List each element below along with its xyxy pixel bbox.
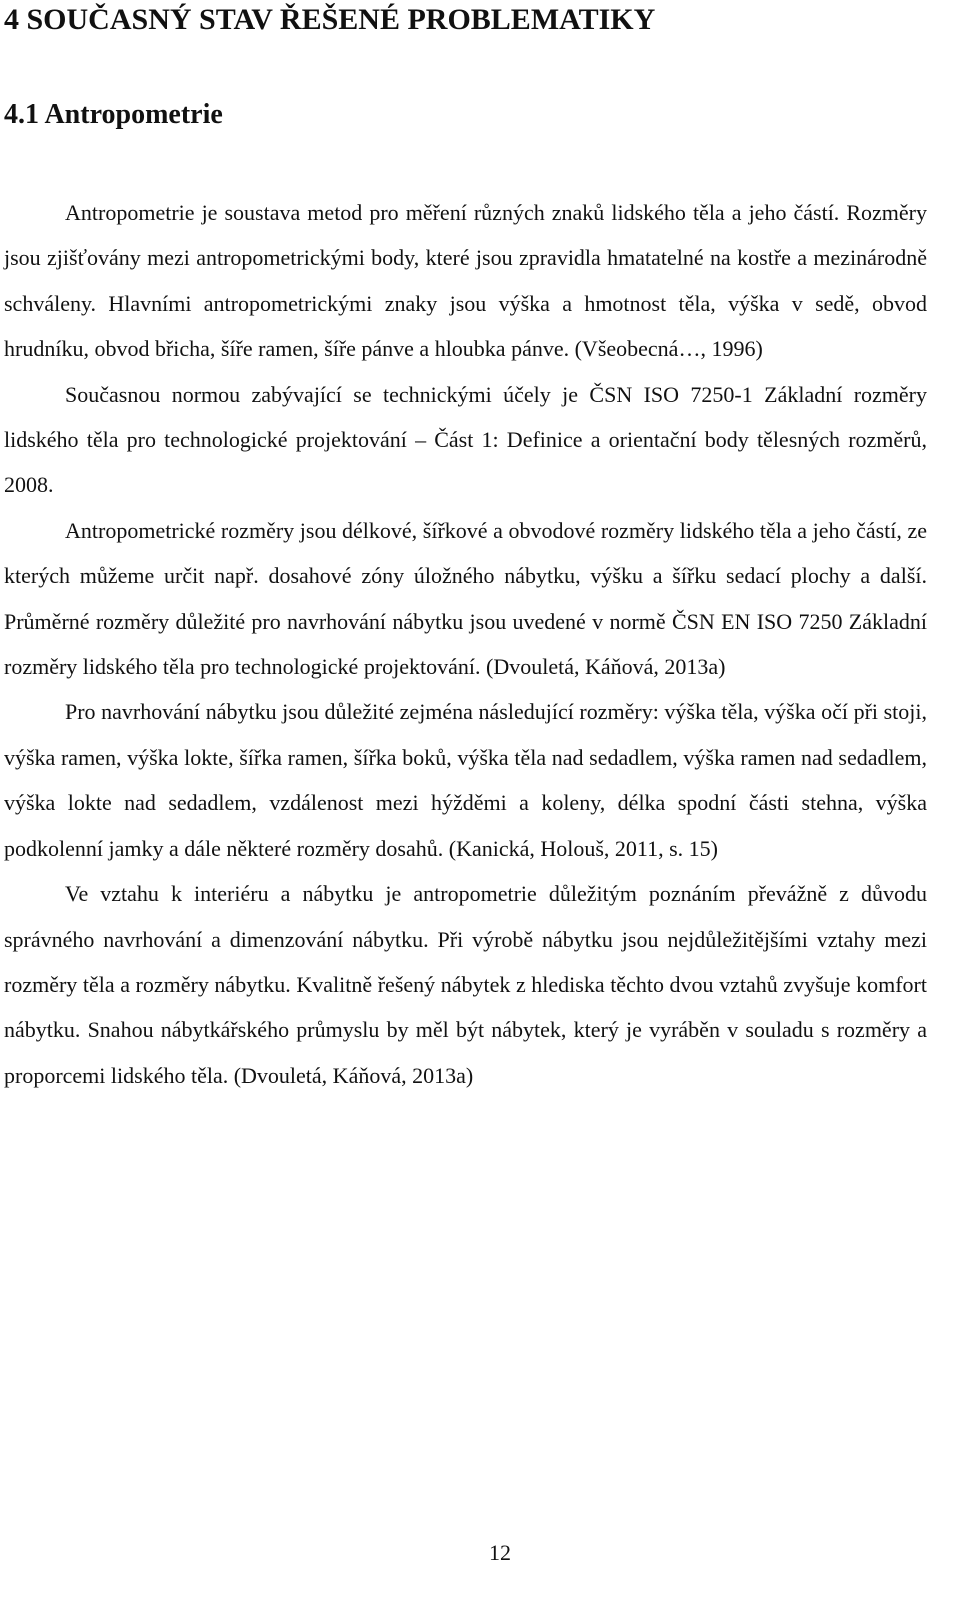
section-heading: 4.1 Antropometrie	[4, 99, 223, 130]
paragraph: Pro navrhování nábytku jsou důležité zejména následující rozměry: výška těla, výška očí při stoji, výška ramen, výška lokte, šířka ramen, šířka boků, výška těla nad sedadlem, výška ramen nad sedadlem, výška lokte nad sedadlem, vzdálenost mezi hýžděmi a koleny, délka spodní části stehna, výška podkolenní jamky a dále některé rozměry dosahů. (Kanická, Holouš, 2011, s. 15)	[4, 699, 927, 861]
paragraph: Antropometrické rozměry jsou délkové, šířkové a obvodové rozměry lidského těla a jeho částí, ze kterých můžeme určit např. dosahové zóny úložného nábytku, výšku a šířku sedací plochy a další. Průměrné rozměry důležité pro navrhování nábytku jsou uvedené v normě ČSN EN ISO 7250 Základní rozměry lidského těla pro technologické projektování. (Dvouletá, Káňová, 2013a)	[4, 517, 927, 680]
paragraph: Současnou normou zabývající se technickými účely je ČSN ISO 7250-1 Základní rozměry lidského těla pro technologické projektování – Část 1: Definice a orientační body tělesných rozměrů, 2008.	[4, 381, 927, 498]
body-text	[4, 190, 927, 1098]
paragraph: Antropometrie je soustava metod pro měření různých znaků lidského těla a jeho částí. Rozměry jsou zjišťovány mezi antropometrickými body, které jsou zpravidla hmatatelné na kostře a mezinárodně schváleny. Hlavními antropometrickými znaky jsou výška a hmotnost těla, výška v sedě, obvod hrudníku, obvod břicha, šíře ramen, šíře pánve a hloubka pánve. (Všeobecná…, 1996)	[4, 200, 927, 362]
page-number: 12	[489, 1540, 511, 1565]
paragraph: Ve vztahu k interiéru a nábytku je antropometrie důležitým poznáním převážně z důvodu správného navrhování a dimenzování nábytku. Při výrobě nábytku jsou nejdůležitějšími vztahy mezi rozměry těla a rozměry nábytku. Kvalitně řešený nábytek z hlediska těchto dvou vztahů zvyšuje komfort nábytku. Snahou nábytkářského průmyslu by měl být nábytek, který je vyráběn v souladu s rozměry a proporcemi lidského těla. (Dvouletá, Káňová, 2013a)	[4, 881, 927, 1088]
chapter-heading: 4 SOUČASNÝ STAV ŘEŠENÉ PROBLEMATIKY	[4, 3, 656, 36]
